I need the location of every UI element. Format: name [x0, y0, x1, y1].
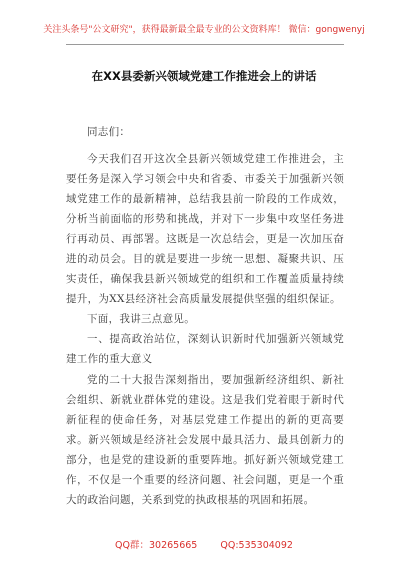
paragraph: 党的二十大报告深刻指出，要加强新经济组织、新社会组织、新就业群体党的建设。这是我们党着眼于新时代新征程的使命任务，对基层党建工作提出的新的更高要求。新兴领域是经济社会发展中最具活力、最具创新力的部分，也是党的建设新的重要阵地。抓好新兴领域党建工作，不仅是一个重要的经济问题、社会问题，更是一个重大的政治问题，关系到党的执政根基的巩固和拓展。 [66, 374, 344, 506]
header-banner: 关注头条号"公文研究"，获得最新最全最专业的公文资料库！ 微信：gongwenyj [43, 25, 365, 35]
footer-contact [0, 537, 408, 551]
paragraph: 今天我们召开这次全县新兴领域党建工作推进会，主要任务是深入学习领会中央和省委、市委关于加强新兴领域党建工作的最新精神，总结我县前一阶段的工作成效，分析当前面临的形势和挑战，并对下一步集中攻坚任务进行再动员、再部署。这既是一次总结会，更是一次加压奋进的动员会。目的就是要进一步统一思想、凝聚共识、压实责任，确保我县新兴领域党的组织和工作覆盖质量持续提升，为XX县经济社会高质量发展提供坚强的组织保证。 [66, 153, 344, 305]
document-title: 在XX县委新兴领域党建工作推进会上的讲话 [91, 69, 317, 83]
document-body [66, 122, 344, 510]
paragraph: 下面，我讲三点意见。 [87, 313, 195, 325]
section-heading: 一、提高政治站位，深刻认识新时代加强新兴领域党建工作的重大意义 [66, 333, 344, 365]
salutation: 同志们： [87, 126, 131, 138]
footer-qq-group: QQ群：30265665 [115, 540, 198, 551]
footer-qq: QQ:535304092 [220, 540, 293, 551]
header-divider [66, 44, 344, 45]
